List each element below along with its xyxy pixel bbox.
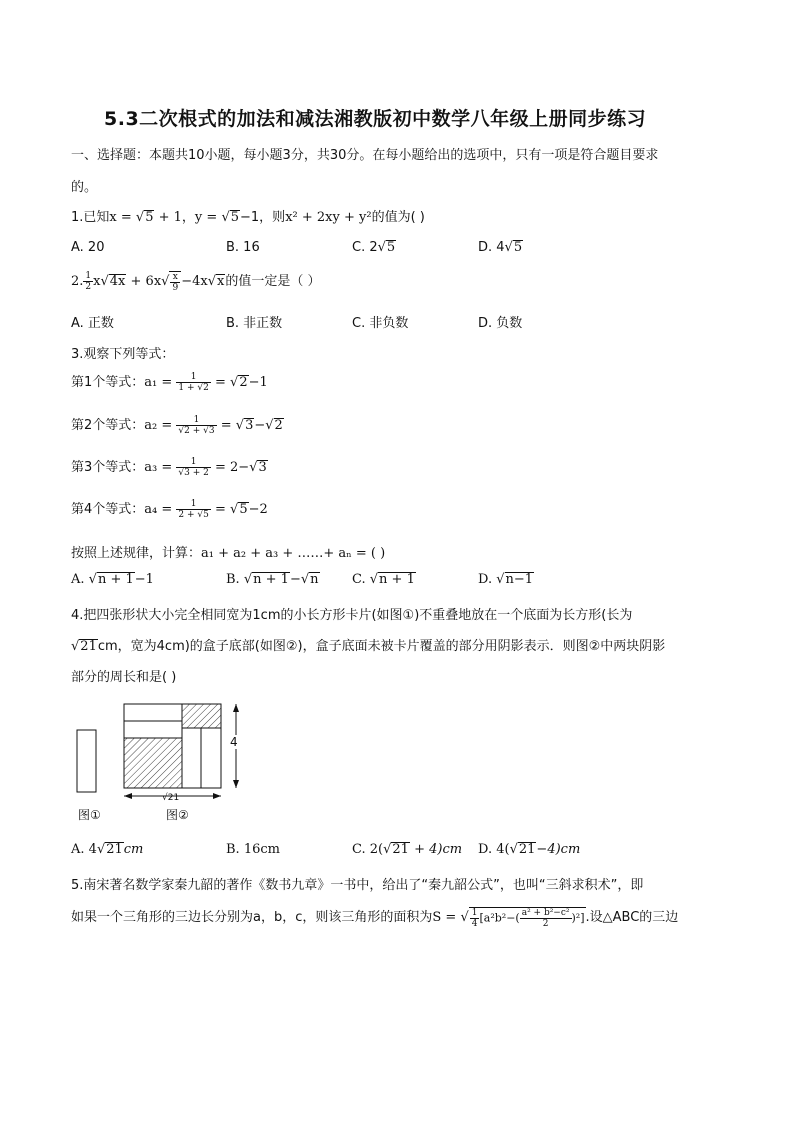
q3-eq3-radicand: 3 [258,460,267,475]
q1-end: 的值为( ) [371,210,425,225]
q1-c-radicand: 5 [386,240,396,255]
q5-line2-tail: .设△ABC的三边 [585,910,679,925]
question-4-line-2: √21cm，宽为4cm)的盒子底部(如图②)，盒子底面未被卡片覆盖的部分用阴影表示．则图②中两块阴影 [71,639,666,654]
q2-radicand-1: 4x [109,274,126,289]
q1-prefix: 1.已知 [71,210,110,225]
q3-eq2-radicand-2: 2 [274,418,283,433]
q2-option-d[interactable]: D. 负数 [478,316,523,331]
q1-option-b[interactable]: B. 16 [226,240,260,255]
question-1-stem: 1.已知x = √5 + 1，y = √5−1，则x² + 2xy + y²的值为( ) [71,210,425,225]
q3-eq4-radicand: 5 [239,502,248,517]
q3-eq1-label: 第1个等式： [71,375,145,390]
q4-a-pre: A. 4 [71,842,97,857]
q3-option-c[interactable]: C. √n + 1 [352,572,415,587]
q1-expression: x² + 2xy + y² [285,210,372,225]
q3-a-pre: A. [71,572,89,587]
q4-a-radicand: 21 [106,842,123,857]
q3-eq4-eq: = [210,502,231,517]
q4-option-b[interactable]: B. 16cm [226,842,280,857]
q3-option-a[interactable]: A. √n + 1−1 [71,572,154,587]
section-heading-cont: 的。 [71,180,98,195]
q3-equation-3: 第3个等式：a₃ = $\frac{1}{√3 + 2}$ = 2−√3 [71,457,267,478]
q2-radicand-3: x [216,274,225,289]
fig2-shade-top-right [182,704,221,728]
question-2-stem: 2. $\frac{1}{2}$ x√4x + 6x√ $\frac{x}{9}$ −4x√x的值一定是（ ） [71,271,321,293]
fig1-card [77,730,96,792]
q1-d-pre: D. 4 [478,240,505,255]
q2-fraction-half: $\frac{1}{2}$ [85,271,92,292]
q3-d-radicand: n−1 [505,572,534,587]
q3-b-radicand-2: n [310,572,319,587]
q5-line2-text: 如果一个三角形的三边长分别为a，b，c，则该三角形的面积为 [71,910,433,925]
q3-eq1-eq: = [210,375,231,390]
q4-d-pre: D. 4( [478,842,510,857]
q2-p3: −4x [181,274,208,289]
q4-line2-radicand: 21 [80,639,97,654]
q5-fraction-inner: $\frac{\text{a² + b²−c²}}{2}$ [521,907,570,929]
q3-eq1-fraction: $\frac{1}{1 + √2}$ [178,372,209,393]
q3-c-pre: C. [352,572,370,587]
q2-p2: + 6x [126,274,162,289]
q3-eq2-radicand: 3 [245,418,254,433]
page-title: 5.3二次根式的加法和减法湘教版初中数学八年级上册同步练习 [104,108,647,130]
q3-eq4-fraction: $\frac{1}{2 + √5}$ [178,499,209,520]
q4-c-radicand: 21 [392,842,409,857]
q4-c-tail: + 4)cm [409,842,463,857]
q1-y: y = [194,210,222,225]
q1-d-radicand: 5 [513,240,523,255]
q5-formula-end: )²] [571,911,585,924]
q2-option-c[interactable]: C. 非负数 [352,316,409,331]
q1-x: x = [109,210,136,225]
section-heading: 一、选择题：本题共10小题，每小题3分，共30分。在每小题给出的选项中，只有一项是符合题目要求 [71,148,659,163]
q1-x-radicand: 5 [145,210,154,225]
fig2-height-label: 4 [230,735,238,749]
q3-eq3-fraction: $\frac{1}{√3 + 2}$ [178,457,209,478]
q1-c-pre: C. 2 [352,240,378,255]
q3-eq4-tail: −2 [248,502,268,517]
q3-eq2-lhs: a₂ = [144,418,177,433]
q4-d-radicand: 21 [518,842,536,857]
q4-line2-text: cm，宽为4cm)的盒子底部(如图②)，盒子底面未被卡片覆盖的部分用阴影表示．则图②中两块阴影 [97,639,666,654]
q3-c-radicand: n + 1 [379,572,415,587]
q3-rule-expression: a₁ + a₂ + a₃ + ……+ aₙ = ( ) [201,546,386,561]
q3-eq3-lhs: a₃ = [144,460,177,475]
q3-rule-text: 按照上述规律，计算： [71,546,202,561]
q4-c-pre: C. 2( [352,842,384,857]
q3-eq4-lhs: a₄ = [144,502,177,517]
q5-formula-mid: [a²b²−( [479,911,520,924]
q3-b-radicand: n + 1 [253,572,289,587]
q1-option-a[interactable]: A. 20 [71,240,105,255]
q5-fraction-quarter: $\frac{1}{4}$ [471,907,478,929]
q3-eq4-label: 第4个等式： [71,502,145,517]
question-5-line-1: 5.南宋著名数学家秦九韶的著作《数书九章》一书中，给出了“秦九韶公式”，也叫“三斜求积术”，即 [71,878,644,893]
q3-equation-1: 第1个等式：a₁ = $\frac{1}{1 + √2}$ = √2−1 [71,372,268,393]
fig2-caption: 图② [166,808,189,822]
question-5-line-2: 如果一个三角形的三边长分别为a，b，c，则该三角形的面积为S = √ $\frac{1}{4}$ [a²b²−( $\frac{\text{a² + b²−c²}}{2}$ )²].设△ABC的三边 [71,907,679,929]
q1-option-d[interactable]: D. 4√5 [478,240,523,255]
q1-y-tail: −1，则 [240,210,286,225]
q2-tail: 的值一定是（ ） [225,274,321,289]
q3-eq1-lhs: a₁ = [144,375,177,390]
q3-eq1-tail: −1 [248,375,268,390]
q1-x-tail: + 1， [154,210,195,225]
q3-a-radicand: n + 1 [97,572,134,587]
q3-eq2-label: 第2个等式： [71,418,145,433]
q3-a-tail: −1 [134,572,154,587]
q2-number: 2. [71,274,84,289]
q2-option-b[interactable]: B. 非正数 [226,316,283,331]
q1-y-radicand: 5 [230,210,240,225]
question-4-line-3: 部分的周长和是( ) [71,670,177,685]
q3-eq2-fraction: $\frac{1}{√2 + √3}$ [178,415,215,436]
q3-option-b[interactable]: B. √n + 1−√n [226,572,319,587]
q3-eq1-radicand: 2 [239,375,248,390]
q4-a-unit: cm [123,842,144,857]
q5-area-symbol: S = [432,910,461,925]
q3-eq3-label: 第3个等式： [71,460,145,475]
q3-equation-4: 第4个等式：a₄ = $\frac{1}{2 + √5}$ = √5−2 [71,499,268,520]
q2-option-a[interactable]: A. 正数 [71,316,114,331]
q4-option-a[interactable]: A. 4√21cm [71,842,144,857]
fig1-caption: 图① [78,808,101,822]
fig2-shade-bottom-left [124,738,182,788]
q3-eq3-eq: = 2− [210,460,250,475]
q2-fraction-x9: $\frac{x}{9}$ [172,271,179,293]
q3-d-pre: D. [478,572,497,587]
q4-option-c[interactable]: C. 2(√21 + 4)cm [352,842,463,857]
fig2-width-label: √21 [162,793,180,803]
q3-b-pre: B. [226,572,244,587]
q4-d-tail: −4)cm [536,842,581,857]
q3-eq2-minus: − [254,418,266,433]
q3-option-d[interactable]: D. √n−1 [478,572,534,587]
question-3-stem: 3.观察下列等式： [71,347,175,362]
question-4-line-1: 4.把四张形状大小完全相同宽为1cm的小长方形卡片(如图①)不重叠地放在一个底面为长方形(长为 [71,608,633,623]
q3-b-minus: − [289,572,301,587]
q1-option-c[interactable]: C. 2√5 [352,240,396,255]
q3-rule [71,542,385,561]
q3-eq2-eq: = [216,418,236,433]
q2-p1: x [93,274,101,289]
q4-option-d[interactable]: D. 4(√21−4)cm [478,842,581,857]
q3-equation-2: 第2个等式：a₂ = $\frac{1}{√2 + √3}$ = √3−√2 [71,415,283,436]
